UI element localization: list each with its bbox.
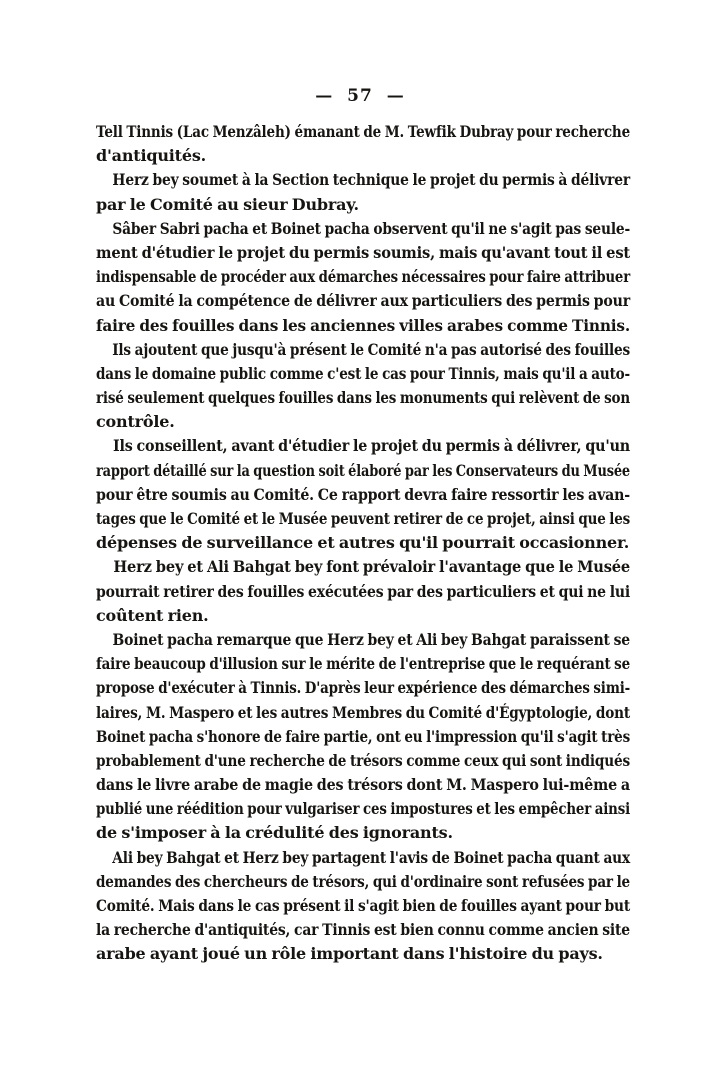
text-line: d'antiquités.	[96, 146, 207, 166]
text-line: Boinet pacha remarque que Herz bey et Ali bey Bahgat paraissent se	[112, 629, 630, 649]
text-line: Ils conseillent, avant d'étudier le projet du permis à délivrer, qu'un	[112, 436, 630, 456]
text-block	[96, 120, 630, 967]
text-line: pour être soumis au Comité. Ce rapport devra faire ressortir les avan-	[96, 484, 630, 504]
paragraph	[96, 217, 630, 338]
text-line: Ils ajoutent que jusqu'à présent le Comité n'a pas autorisé des fouilles	[112, 339, 630, 359]
text-line: risé seulement quelques fouilles dans les monuments qui relèvent de son	[96, 388, 630, 408]
text-line: faire des fouilles dans les anciennes villes arabes comme Tinnis.	[96, 315, 630, 335]
text-line: ment d'étudier le projet du permis soumis, mais qu'avant tout il est	[96, 242, 630, 262]
text-line: au Comité la compétence de délivrer aux particuliers des permis pour	[96, 291, 630, 311]
text-line: probablement d'une recherche de trésors comme ceux qui sont indiqués	[96, 750, 630, 770]
text-line: Comité. Mais dans le cas présent il s'agit bien de fouilles ayant pour but	[96, 896, 630, 915]
paragraph	[96, 434, 630, 555]
text-line: Herz bey et Ali Bahgat bey font prévaloir l'avantage que le Musée	[113, 557, 630, 577]
text-line: tages que le Comité et le Musée peuvent retirer de ce projet, ainsi que les	[96, 509, 630, 528]
paragraph	[96, 168, 630, 216]
text-line: pourrait retirer des fouilles exécutées par des particuliers et qui ne lui	[96, 581, 630, 601]
text-line: Herz bey soumet à la Section technique le projet du permis à délivrer	[112, 170, 630, 190]
text-line: dans le livre arabe de magie des trésors dont M. Maspero lui-même a	[96, 775, 630, 795]
text-line: laires, M. Maspero et les autres Membres du Comité d'Égyptologie, dont	[96, 702, 630, 722]
text-line: la recherche d'antiquités, car Tinnis est bien connu comme ancien site	[96, 920, 630, 940]
text-line: Tell Tinnis (Lac Menzâleh) émanant de M. Tewfik Dubray pour recherche	[96, 122, 630, 141]
text-line: Sâber Sabri pacha et Boinet pacha observent qu'il ne s'agit pas seule-	[112, 218, 630, 238]
text-line: Ali bey Bahgat et Herz bey partagent l'avis de Boinet pacha quant aux	[112, 847, 631, 867]
text-line: faire beaucoup d'illusion sur le mérite de l'entreprise que le requérant se	[96, 654, 630, 674]
text-line: propose d'exécuter à Tinnis. D'après leur expérience des démarches simi-	[96, 678, 630, 698]
paragraph	[96, 555, 630, 628]
text-line: par le Comité au sieur Dubray.	[96, 194, 359, 214]
text-line: dépenses de surveillance et autres qu'il pourrait occasionner.	[96, 533, 630, 553]
paragraph	[96, 120, 630, 168]
paragraph	[96, 338, 630, 435]
paragraph	[96, 628, 630, 846]
text-line: de s'imposer à la crédulité des ignorants.	[96, 823, 453, 843]
text-line: contrôle.	[96, 412, 175, 432]
text-line: dans le domaine public comme c'est le cas pour Tinnis, mais qu'il a auto-	[96, 363, 630, 383]
text-line: Boinet pacha s'honore de faire partie, ont eu l'impression qu'il s'agit très	[96, 726, 630, 746]
text-line: indispensable de procéder aux démarches nécessaires pour faire attribuer	[96, 267, 630, 287]
text-line: demandes des chercheurs de trésors, qui d'ordinaire sont refusées par le	[96, 871, 630, 891]
page-number: — 57 —	[315, 86, 405, 106]
text-line: rapport détaillé sur la question soit élaboré par les Conservateurs du Musée	[96, 460, 630, 480]
text-line: publié une réédition pour vulgariser ces impostures et les empêcher ainsi	[96, 799, 630, 819]
text-line: coûtent rien.	[96, 605, 209, 625]
text-line: arabe ayant joué un rôle important dans l'histoire du pays.	[96, 944, 603, 964]
paragraph	[96, 846, 630, 967]
